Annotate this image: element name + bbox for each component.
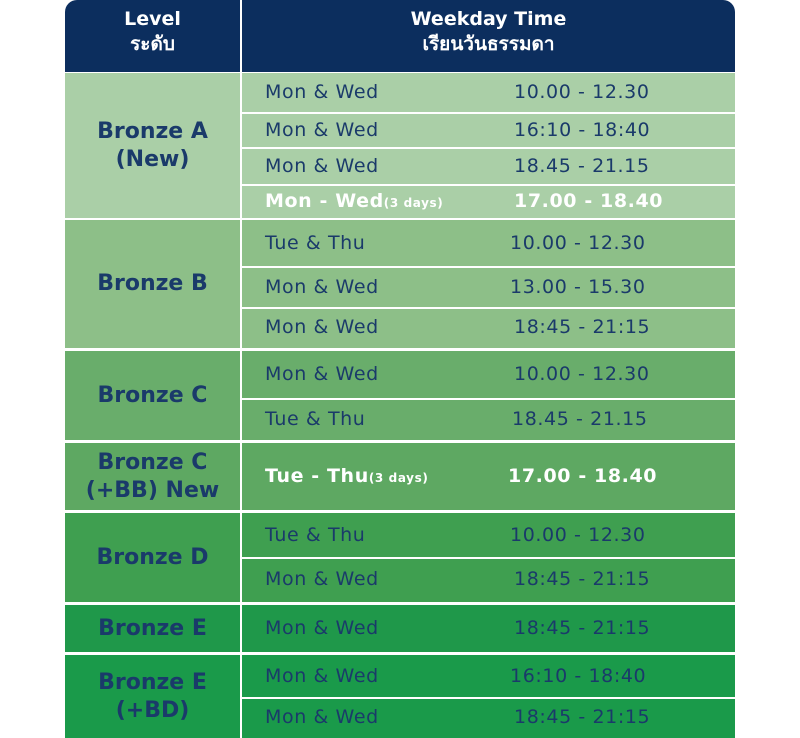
- schedule-day-note: (3 days): [383, 195, 444, 210]
- schedule-day: [265, 465, 428, 487]
- level-name-line1: Bronze E: [98, 669, 207, 695]
- level-group: [65, 513, 735, 602]
- schedule-day-text: Mon & Wed: [265, 118, 379, 141]
- schedule-day: [265, 408, 365, 430]
- time-column-header: [242, 0, 735, 72]
- schedule-row: [242, 220, 735, 267]
- level-name-line1: Bronze C: [97, 449, 208, 475]
- time-header-th: เรียนวันธรรมดา: [422, 33, 555, 55]
- schedule-row: [242, 605, 735, 652]
- schedule-time: 18:45 - 21:15: [514, 616, 651, 639]
- level-name: [65, 351, 240, 440]
- schedule-day: [265, 524, 365, 546]
- level-name-line1: Bronze D: [96, 544, 209, 570]
- level-name: [65, 655, 240, 738]
- schedule-time: 17.00 - 18.40: [514, 189, 664, 212]
- schedule-day-text: Tue - Thu: [265, 464, 369, 487]
- level-group: [65, 351, 735, 440]
- schedule-row: [242, 351, 735, 399]
- level-group: [65, 220, 735, 348]
- schedule-day-note: (3 days): [368, 470, 429, 485]
- row-divider: [242, 398, 735, 400]
- schedule-day-text: Mon & Wed: [265, 616, 379, 639]
- schedule-row: [242, 558, 735, 602]
- schedule-time: 18:45 - 21:15: [514, 568, 651, 590]
- schedule-day: [265, 81, 379, 103]
- schedule-row: [242, 185, 735, 218]
- level-name: [65, 443, 240, 510]
- row-divider: [242, 266, 735, 268]
- schedule-day-text: Mon & Wed: [265, 275, 379, 298]
- schedule-day: [265, 617, 379, 639]
- level-name: [65, 220, 240, 348]
- schedule-day-text: Mon & Wed: [265, 363, 379, 385]
- schedule-day: [265, 568, 379, 590]
- level-name: [65, 605, 240, 652]
- schedule-time: 10.00 - 12.30: [514, 81, 650, 103]
- schedule-day-text: Tue & Thu: [265, 407, 366, 430]
- schedule-day-text: Mon - Wed: [265, 189, 384, 212]
- schedule-time: 18.45 - 21.15: [514, 154, 650, 177]
- row-divider: [242, 147, 735, 149]
- level-column-header: [65, 0, 240, 72]
- level-name-line1: Bronze A: [97, 118, 208, 144]
- schedule-time: 10.00 - 12.30: [514, 363, 650, 385]
- time-header-en: Weekday Time: [410, 8, 567, 30]
- schedule-day-text: Mon & Wed: [265, 706, 379, 728]
- schedule-day: [265, 190, 443, 212]
- level-name-line2: (+BD): [115, 697, 190, 723]
- schedule-day-text: Mon & Wed: [265, 568, 379, 590]
- schedule-time: 18:45 - 21:15: [514, 316, 651, 338]
- schedule-day: [265, 119, 379, 141]
- row-divider: [242, 112, 735, 114]
- schedule-time: 16:10 - 18:40: [514, 118, 651, 141]
- level-group: [65, 605, 735, 652]
- schedule-time: 18:45 - 21:15: [514, 706, 651, 728]
- level-name-line2: (+BB) New: [85, 477, 220, 503]
- row-divider: [242, 184, 735, 186]
- schedule-day-text: Mon & Wed: [265, 154, 379, 177]
- level-header-th: ระดับ: [130, 33, 175, 55]
- level-name: [65, 73, 240, 218]
- schedule-time: 10.00 - 12.30: [510, 231, 646, 254]
- level-group: [65, 443, 735, 510]
- schedule-row: [242, 443, 735, 510]
- schedule-time: 16:10 - 18:40: [510, 664, 647, 687]
- schedule-row: [242, 308, 735, 348]
- level-group: [65, 655, 735, 738]
- level-group: [65, 73, 735, 218]
- schedule-row: [242, 655, 735, 698]
- schedule-time: 18.45 - 21.15: [512, 407, 648, 430]
- level-name-line2: (New): [115, 146, 190, 172]
- schedule-row: [242, 148, 735, 185]
- schedule-time: 10.00 - 12.30: [510, 523, 646, 546]
- level-name-line1: Bronze B: [97, 271, 208, 296]
- schedule-row: [242, 513, 735, 558]
- schedule-time: 17.00 - 18.40: [508, 464, 658, 487]
- row-divider: [242, 697, 735, 699]
- schedule-row: [242, 113, 735, 148]
- schedule-day: [265, 665, 379, 687]
- schedule-day: [265, 155, 379, 177]
- level-name: [65, 513, 240, 602]
- schedule-row: [242, 399, 735, 440]
- schedule-day-text: Tue & Thu: [265, 231, 366, 254]
- schedule-day-text: Tue & Thu: [265, 523, 366, 546]
- level-name-line1: Bronze E: [98, 615, 207, 641]
- row-divider: [242, 557, 735, 559]
- row-divider: [242, 307, 735, 309]
- schedule-row: [242, 267, 735, 308]
- schedule-day-text: Mon & Wed: [265, 81, 379, 103]
- level-name-line1: Bronze C: [97, 382, 208, 408]
- schedule-day-text: Mon & Wed: [265, 316, 379, 338]
- schedule-day: [265, 232, 365, 254]
- level-header-en: Level: [124, 8, 181, 30]
- schedule-day: [265, 276, 379, 298]
- schedule-day-text: Mon & Wed: [265, 664, 379, 687]
- schedule-day: [265, 363, 379, 385]
- schedule-day: [265, 316, 379, 338]
- schedule-row: [242, 73, 735, 113]
- schedule-row: [242, 698, 735, 738]
- schedule-time: 13.00 - 15.30: [510, 275, 646, 298]
